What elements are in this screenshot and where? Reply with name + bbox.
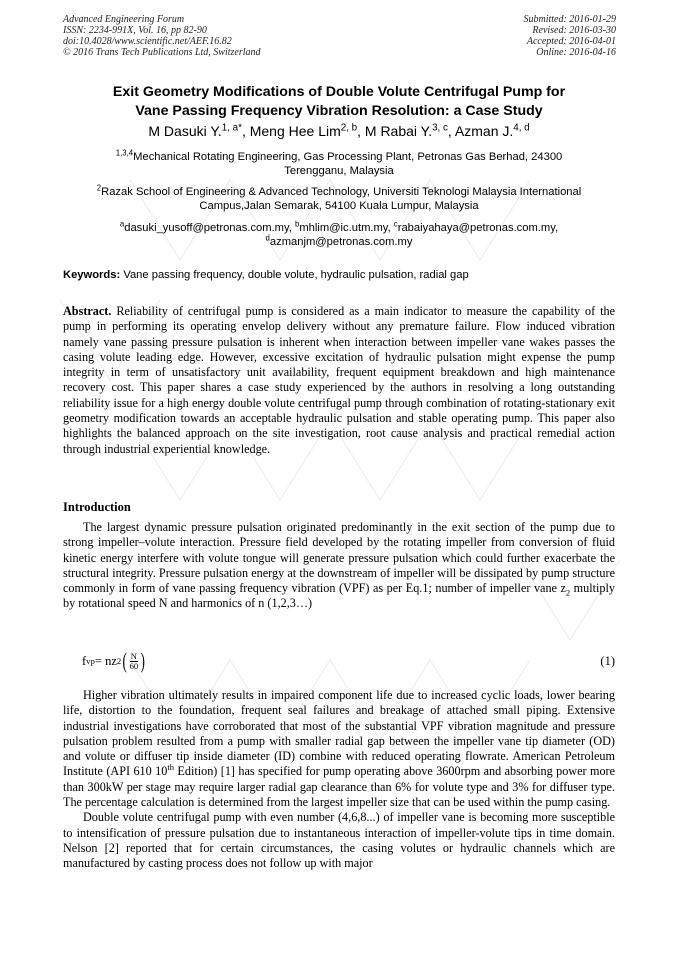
paragraph-text: Edition) [1] has specified for pump operating above 3600rpm and absorbing power more than 300kW per stage may require larger radial gap clearance than 6% for volute type and 3% for diffuser type. The percentage calculation is determined from the largest impeller size that can be used within the pump casing. [63,764,616,810]
keywords-text: Vane passing frequency, double volute, hydraulic pulsation, radial gap [123,269,469,281]
eq-numerator: N [130,650,137,661]
section-heading-introduction: Introduction [63,500,131,514]
journal-doi[interactable]: doi:10.4028/www.scientific.net/AEF.16.82 [63,36,232,47]
aff1-line-2: Terengganu, Malaysia [284,165,394,177]
eq-mid: = nz [94,653,117,668]
keywords [63,268,469,282]
eq-fraction [130,652,139,671]
title-line-1: Exit Geometry Modifications of Double Volute Centrifugal Pump for [112,84,566,100]
abstract-label: Abstract. [63,304,112,318]
intro-paragraph-1 [63,520,615,612]
email-sup: b [295,219,300,229]
author-sup: 2, b [340,122,358,134]
title-line-2: Vane Passing Frequency Vibration Resolution: a Case Study [135,103,543,119]
journal-copyright: © 2016 Trans Tech Publications Ltd, Switzerland [63,47,261,58]
date-submitted: Submitted: 2016-01-29 [523,14,616,25]
aff2-sup: 2 [96,183,102,193]
journal-issn: ISSN: 2234-991X, Vol. 16, pp 82-90 [63,25,207,36]
subscript: 2 [565,587,571,598]
paragraph-text: The largest dynamic pressure pulsation originated predominantly in the exit section of the pump due to strong impeller–volute interaction. Pressure field developed by the rotating impeller from conversion of fluid kinetic energy interfere with volute tongue will generate pressure pulsation which could further exacerbate the structural integrity. Pressure pulsation energy at the downstream of impeller will be dissipated by pump structure commonly in form of vane passing frequency vibration (VPF) as per Eq.1; number of impeller vane z [63,520,615,596]
date-online: Online: 2016-04-16 [536,47,616,58]
equation-1: f vp = nz 2 ( $\frac{N}{60}$ ) [82,648,145,673]
eq-paren-open: ( [122,648,128,673]
email-link[interactable]: dasuki_yusoff@petronas.com.my [124,222,289,234]
author-list: M Dasuki Y.$^{1, a*}$, Meng Hee Lim$^{2, b}$, M Rabai Y.$^{3, c}$, Azman J.$^{4, d}$ [148,122,530,139]
affiliation-1 [63,150,615,178]
paragraph-text: multiply by rotational speed N and harmonics of n (1,2,3…) [63,581,615,611]
author-name: M Rabai Y. [364,123,433,139]
email-link[interactable]: rabaiyahaya@petronas.com.my [397,222,555,234]
email-sup: c [393,219,398,229]
equation-number: (1) [600,654,615,668]
date-accepted: Accepted: 2016-04-01 [526,36,616,47]
author-name: M Dasuki Y. [148,123,222,139]
publication-dates [524,14,617,58]
eq-lhs: f [82,653,87,668]
abstract-text: Reliability of centrifugal pump is considered as a main indicator to measure the capability of the pump in performing its operating envelop delivery without any premature failure. Flow induced vibration namely vane passing pressure pulsation is inherent when interaction between impeller vane wakes passes the casing volute leading edge. However, excessive excitation of hydraulic pulsation might expense the pump integrity in term of unsatisfactory unit availability, frequent equipment breakdown and high maintenance recovery cost. This paper shares a case study experienced by the authors in resolving a long outstanding reliability issue for a high energy double volute centrifugal pump through combination of rotating-stationary exit geometry modification towards an acceptable hydraulic pulsation and stable operating pump. This paper also highlights the balanced approach on the site investigation, root cause analysis and practical remedial action through industrial experiential knowledge. [63,304,615,456]
superscript: th [167,762,174,773]
email-link[interactable]: mhlim@ic.utm.my [299,222,388,234]
affiliation-2 [63,185,615,213]
author-sup: 4, d [513,122,530,134]
date-revised: Revised: 2016-03-30 [532,25,616,36]
aff1-line-1: Mechanical Rotating Engineering, Gas Processing Plant, Petronas Gas Berhad, 24300 [133,151,563,163]
email-link[interactable]: azmanjm@petronas.com.my [269,236,413,248]
keywords-label: Keywords: [63,269,121,281]
paragraph-text: Higher vibration ultimately results in impaired component life due to increased cyclic loads, lower bearing life, distortion to the foundation, frequent seal failures and breakage of attached small piping. Extensive industrial investigations have corroborated that most of the substantial VPF vibration magnitude and pressure pulsation problem resulted from a pump with smaller radial gap between the impeller vane tip diameter (OD) and volute or diffuser tip inside diameter (ID) combine with reduced operating flowrate. American Petroleum Institute (API 610 10 [63,688,615,779]
author-sup: 1, a* [221,122,242,134]
author-emails: $^a$dasuki_yusoff@petronas.com.my, $^b$mhlim@ic.utm.my, $^c$rabaiyahaya@petronas.com.my, $^d$azmanjm@petronas.com.my [119,219,559,248]
paper-title [50,83,628,121]
author-name: Azman J. [454,123,514,139]
paragraph-text: Double volute centrifugal pump with even number (4,6,8...) of impeller vane is becoming more susceptible to intensification of pressure pulsation due to instantaneous interaction of impeller-volute tips in time domain. Nelson [2] reported that for certain circumstances, the casing volutes or hydraulic channels which are manufactured by casting process does not follow up with major [63,810,615,871]
eq-paren-close: ) [140,648,145,673]
aff2-line-2: Campus,Jalan Semarak, 54100 Kuala Lumpur, Malaysia [199,200,479,212]
journal-name: Advanced Engineering Forum [63,14,185,25]
aff1-sup: 1,3,4 [115,148,134,158]
intro-paragraphs-2-3 [63,688,615,872]
author-name: Meng Hee Lim [249,123,341,139]
author-sup: 3, c [432,122,448,134]
abstract [63,304,615,457]
email-sup: d [265,233,270,243]
eq-denominator: 60 [129,660,139,671]
aff2-line-1: Razak School of Engineering & Advanced Technology, Universiti Teknologi Malaysia International [101,186,582,198]
email-sup: a [119,219,125,229]
journal-info [63,14,261,58]
